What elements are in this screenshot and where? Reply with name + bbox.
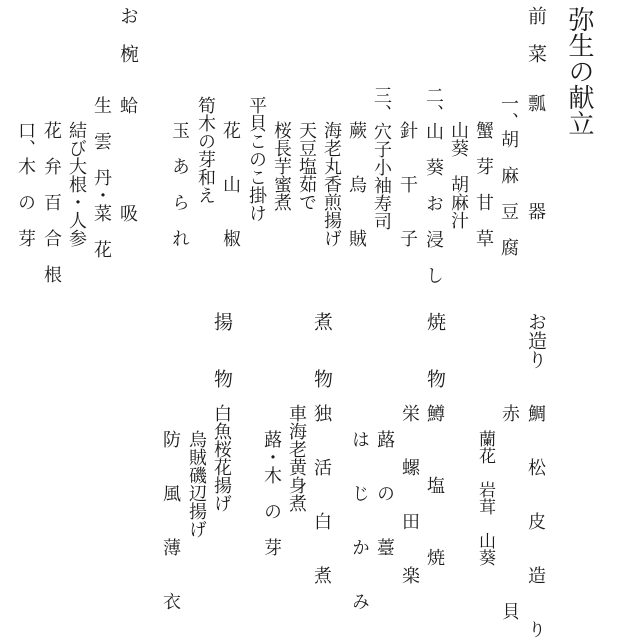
nimono-line3: 蕗・木 の 芽 [261, 430, 282, 556]
otsukuri-line1: 鯛 松 皮 造 り [525, 404, 546, 638]
zensai-item2-line2: 針 干 子 [397, 121, 418, 247]
nimono-line1: 独 活 白 煮 [311, 404, 332, 584]
owan-heading: お 椀 [117, 6, 139, 63]
yakimono-line3: 蕗 の 薹 [374, 430, 395, 556]
yakimono-line2: 栄 螺 田 楽 [399, 404, 420, 584]
yakimono-line4: は じ か み [349, 430, 370, 610]
agemono-line1: 白魚桜花揚げ [211, 404, 232, 512]
zensai-item3-line4: 天豆塩茹で [296, 121, 317, 211]
agemono-heading: 揚 物 [211, 312, 233, 388]
zensai-item3-line2: 蕨 烏 賊 [346, 121, 367, 247]
zensai-item3-line7: 花 山 椒 [220, 121, 241, 247]
yakimono-heading: 焼 物 [424, 312, 446, 388]
otsukuri-line3: 蘭花 岩茸 山葵 [475, 430, 495, 566]
zensai-item3-line6: 平貝このこ掛け [246, 96, 267, 222]
zensai-heading: 前 菜 [525, 6, 547, 63]
nimono-line2: 車海老黄身煮 [286, 404, 307, 512]
zensai-item1-line3: 山葵 胡麻汁 [448, 121, 469, 229]
owan-line5: 口、木 の 芽 [15, 121, 36, 247]
zensai-item3-line5: 桜長芋蜜煮 [271, 121, 292, 211]
menu-title: 弥生の献立 [564, 6, 594, 136]
agemono-line3: 防 風 薄 衣 [160, 430, 181, 610]
yakimono-line1: 鱒 塩 焼 [424, 404, 445, 566]
otsukuri-line2: 赤 貝 [499, 404, 520, 620]
otsukuri-heading: お造り [525, 312, 547, 369]
zensai-item3-line3: 海老丸香煎揚げ [321, 121, 342, 247]
owan-line4: 花 弁 百 合 根 [41, 121, 62, 283]
owan-line1: 蛤 吸 [117, 96, 138, 222]
nimono-heading: 煮 物 [311, 312, 333, 388]
owan-line3: 結び大根・人参 [66, 121, 87, 247]
zensai-item3-line9: 玉 あ ら れ [169, 121, 190, 247]
zensai-item3-line8: 筍木の芽和え [195, 96, 216, 204]
agemono-line2: 烏賊磯辺揚げ [186, 430, 207, 538]
owan-line2: 生 雲 丹・菜 花 [91, 96, 112, 258]
zensai-item1-line1: 一、胡 麻 豆 腐 [498, 94, 519, 256]
zensai-item1-line2: 蟹 芽 甘 草 [473, 121, 494, 247]
zensai-item3-line1: 三、穴子小袖寿司 [371, 86, 392, 230]
zensai-item2-line1: 二、山 葵 お 浸 し [423, 86, 444, 284]
zensai-vessel: 瓢 器 [525, 94, 546, 220]
